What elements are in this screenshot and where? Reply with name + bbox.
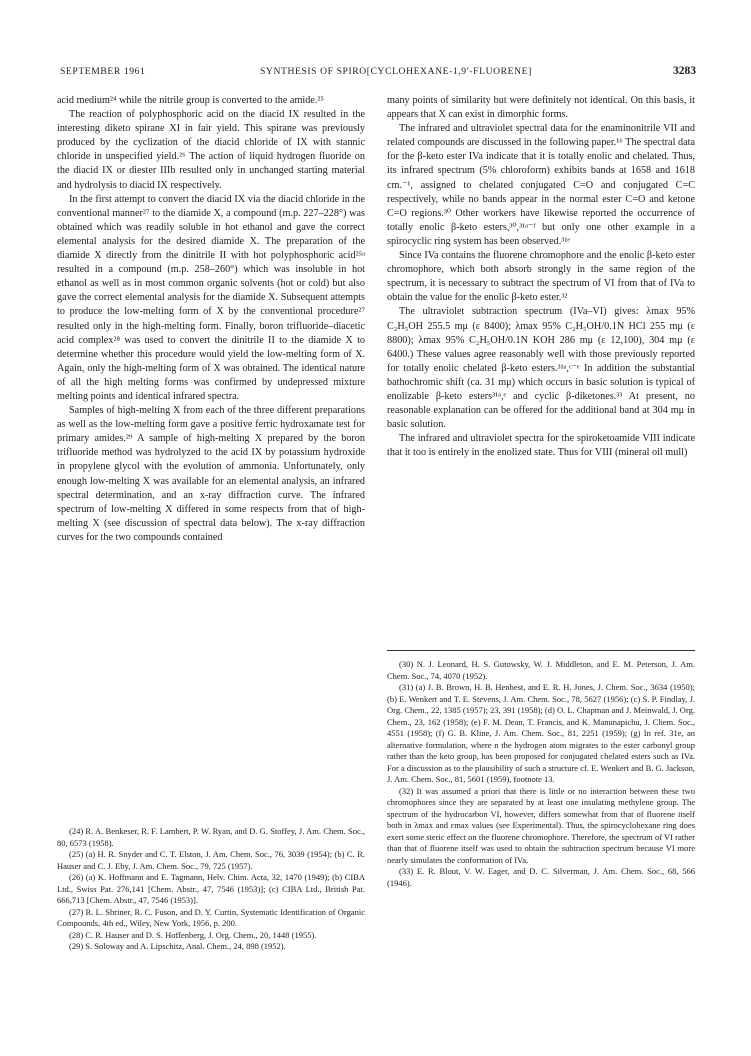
footnote: (29) S. Soloway and A. Lipschitz, Anal. Chem., 24, 898 (1952).: [69, 941, 286, 951]
footnote: (33) E. R. Blout, V. W. Eager, and D. C. Silverman, J. Am. Chem. Soc., 68, 566 (1946).: [387, 866, 695, 888]
right-column: [387, 94, 695, 460]
footnotes-left: [57, 826, 365, 953]
running-header: [60, 66, 696, 80]
paragraph: Since IVa contains the fluorene chromophore and the enolic β-keto ester chromophore, which both absorb strongly in the same region of the spectrum, it is necessary to subtract the spectrum of VI from that of IVa to obtain the value for the enolic β-keto ester.³²: [387, 250, 695, 304]
paragraph: Samples of high-melting X from each of the three different preparations as well as the low-melting form gave a positive ferric hydroxamate test for primary amides.²⁹ A sample of high-melting X prepared by the boron trifluoride method was hydrolyzed to the acid IX by potassium hydroxide in propylene glycol with the evolution of ammonia. Unfortunately, only enough low-melting X was available for an elemental analysis, an infrared spectral determination, and an x-ray diffraction curve. The infrared spectrum of low-melting X differed in some respects from that of high-melting X (see discussion of spectral data below). The x-ray diffraction curves for the two compounds contained: [57, 405, 365, 543]
footnote: (28) C. R. Hauser and D. S. Hoffenberg, J. Org. Chem., 20, 1448 (1955).: [69, 929, 317, 940]
footnote: (30) N. J. Leonard, H. S. Gutowsky, W. J. Middleton, and E. M. Peterson, J. Am. Chem. Soc., 74, 4070 (1952).: [387, 659, 695, 681]
footnote: (32) It was assumed a priori that there is little or no interaction between these two chromophores since they are separated by at least one insulating methylene group. The spectrum of the hydrocarbon VI, however, differs somewhat from that of fluorene itself both in λmax and εmax values (see Experimental). Thus, the spirocyclohexane ring does exert some steric effect on the fluorene chromophore. Therefore, the spectrum of VI rather than that of fluorene itself was used to obtain the subtraction spectrum because VI more nearly simulates the conformation of IVa.: [387, 785, 695, 865]
header-title: SYNTHESIS OF SPIRO[CYCLOHEXANE-1,9′-FLUORENE]: [260, 66, 532, 77]
footnote: (24) R. A. Benkeser, R. F. Lambert, P. W. Ryan, and D. G. Stoffey, J. Am. Chem. Soc., 80, 6573 (1958).: [57, 826, 365, 848]
header-date: SEPTEMBER 1961: [60, 66, 146, 77]
paragraph: The infrared and ultraviolet spectral data for the enaminonitrile VII and related compounds are discussed in the following paper.¹⁶ The spectral data for the β-keto ester IVa indicate that it is totally enolic and chelated. Thus, its infrared spectrum (5% chloroform) exhibits bands at 1658 and 1618 cm.⁻¹, assigned to chelated conjugated C=O and conjugated C=C respectively, while no bands appear in the normal ester C=O and ketone C=O regions.³⁰ Other workers have likewise reported the occurrence of totally enolic β-keto esters,³⁰,³¹ᵃ⁻ᶠ but only one other example in a spirocyclic ring system has been observed.³¹ᵉ: [387, 123, 695, 247]
paragraph: many points of similarity but were definitely not identical. On this basis, it appears that X can exist in dimorphic forms.: [387, 95, 695, 121]
footnote: (27) R. L. Shriner, R. C. Fuson, and D. Y. Curtin, Systematic Identification of Organic Compounds, 4th ed., Wiley, New York, 1956, p. 200.: [57, 906, 365, 928]
paragraph: The ultraviolet subtraction spectrum (IVa–VI) gives: λmax 95% C₂H₅OH 255.5 mμ (ε 8400); λmax 95% C₂H₅OH/0.1N HCl 255 mμ (ε 8800); λmax 95% C₂H₅OH/0.1N KOH 286 mμ (ε 12,100), 304 mμ (ε 6400.) These values agree reasonably well with those previously reported for totally enolic chelated β-keto esters.³¹ᵃ,ᶜ⁻ᵉ In addition the substantial bathochromic shift (ca. 31 mμ) which occurs in basic solution is typical of enolizable β-keto esters³¹ᵃ,ᵉ and cyclic β-diketones.³³ At present, no reasonable explanation can be offered for the additional band at 304 mμ in basic solution.: [387, 306, 695, 431]
paragraph: The reaction of polyphosphoric acid on the diacid IX resulted in the interesting diketo spirane XI in fair yield. This spirane was previously produced by the cyclization of the diacid chloride of IX with stannic chloride in unspecified yield.²⁶ The action of liquid hydrogen fluoride on the diacid IX or diester IIIb resulted only in unchanged starting material and hydrolysis to diacid IX respectively.: [57, 109, 365, 191]
footnote-divider: [387, 650, 695, 651]
paragraph: In the first attempt to convert the diacid IX via the diacid chloride in the conventional manner²⁷ to the diamide X, a compound (m.p. 227–228°) was obtained which was readily soluble in hot ethanol and gave the correct elemental analysis for the desired diamide X. The preparation of the diamide X directly from the dinitrile II with hot polyphosphoric acid²⁵ᵃ resulted in a compound (m.p. 258–260°) which was insoluble in hot ethanol as well as in most common organic solvents (hot or cold) but also gave the correct elemental analysis for the diamide X. Subsequent attempts to produce the low-melting form of X by the conventional procedure²⁷ resulted only in the high-melting form. Finally, boron trifluoride–diacetic acid complex²⁸ was used to convert the dinitrile II to the diamide X to determine whether this procedure would yield the low-melting form of X. Again, only the high-melting form of X was obtained. The identical nature of all the high melting forms was confirmed by undepressed mixture melting points and identical infrared spectra.: [57, 193, 365, 402]
footnotes-right: [387, 646, 695, 889]
left-column: [57, 94, 365, 545]
footnote: (31) (a) J. B. Brown, H. B. Henbest, and E. R. H. Jones, J. Chem. Soc., 3634 (1950); (b) E. Wenkert and T. E. Stevens, J. Am. Chem. Soc., 78, 5627 (1956); (c) S. P. Findlay, J. Org. Chem., 22, 1385 (1957); 23, 391 (1958); (d) O. L. Chapman and J. Meinwald, J. Org. Chem., 23, 162 (1958); (e) F. M. Dean, T. Francis, and K. Manunapichu, J. Chem. Soc., 4551 (1958); (f) G. B. Kline, J. Am. Chem. Soc., 81, 2251 (1959); (g) In ref. 31e, an alternative formulation, where n the hydrogen atom migrates to the ester carbonyl group rather than the keto group, has been proposed for conjugated chelated esters such as IVa. For a discussion as to the plausibility of such a structure cf. E. Wenkert and B. G. Jackson, J. Am. Chem. Soc., 81, 5601 (1959), footnote 13.: [387, 682, 695, 784]
paragraph: The infrared and ultraviolet spectra for the spiroketoamide VIII indicate that it too is entirely in the enolized state. Thus for VIII (mineral oil mull): [387, 433, 695, 459]
footnote: (26) (a) K. Hoffmann and E. Tagmann, Helv. Chim. Acta, 32, 1470 (1949); (b) CIBA Ltd., Swiss Pat. 276,141 [Chem. Abstr., 47, 7546 (1953)]; (c) CIBA Ltd., British Pat. 666,713 [Chem. Abstr., 47, 7546 (1953)].: [57, 872, 365, 905]
page-number: 3283: [673, 65, 696, 77]
paragraph: acid medium²⁴ while the nitrile group is converted to the amide.²⁵: [57, 95, 324, 106]
footnote: (25) (a) H. R. Snyder and C. T. Elston, J. Am. Chem. Soc., 76, 3039 (1954); (b) C. R. Hauser and C. J. Eby, J. Am. Chem. Soc., 79, 725 (1957).: [57, 849, 365, 871]
